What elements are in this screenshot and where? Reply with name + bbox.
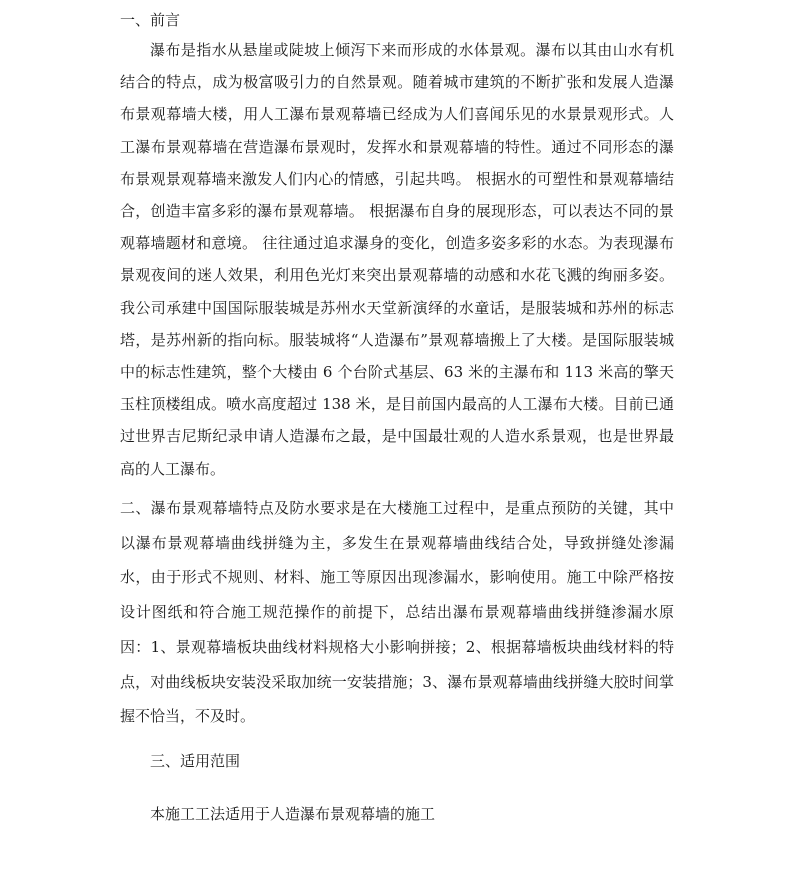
section-1-heading: 一、前言 [120,11,181,29]
section-3-heading: 三、适用范围 [150,752,241,770]
section-2-body: 二、瀑布景观幕墙特点及防水要求是在大楼施工过程中，是重点预防的关键，其中以瀑布景观幕墙曲线拼缝为主，多发生在景观幕墙曲线结合处，导致拼缝处渗漏水，由于形式不规则、材料、施工等原因出现渗漏水，影响使用。施工中除严格按设计图纸和符合施工规范操作的前提下，总结出瀑布景观幕墙曲线拼缝渗漏水原因：1、景观幕墙板块曲线材料规格大小影响拼接；2、根据幕墙板块曲线材料的特点，对曲线板块安装没采取加统一安装措施；3、瀑布景观幕墙曲线拼缝大胶时间掌握不恰当，不及时。 [120,499,674,726]
section-3-body: 本施工工法适用于人造瀑布景观幕墙的施工 [150,805,436,823]
section-1-body: 瀑布是指水从悬崖或陡坡上倾泻下来而形成的水体景观。瀑布以其由山水有机结合的特点，成为极富吸引力的自然景观。随着城市建筑的不断扩张和发展人造瀑布景观幕墙大楼，用人工瀑布景观幕墙已经成为人们喜闻乐见的水景景观形式。人工瀑布景观幕墙在营造瀑布景观时，发挥水和景观幕墙的特性。通过不同形态的瀑布景观景观幕墙来激发人们内心的情感，引起共鸣。 根据水的可塑性和景观幕墙结合，创造丰富多彩的瀑布景观幕墙。 根据瀑布自身的展现形态，可以表达不同的景观幕墙题材和意境。 往往通过追求瀑身的变化，创造多姿多彩的水态。为表现瀑布景观夜间的迷人效果，利用色光灯来突出景观幕墙的动感和水花飞溅的绚丽多姿。我公司承建中国国际服装城是苏州水天堂新演绎的水童话，是服装城和苏州的标志塔，是苏州新的指向标。服装城将“人造瀑布”景观幕墙搬上了大楼。是国际服装城中的标志性建筑，整个大楼由 6 个台阶式基层、63 米的主瀑布和 113 米高的擎天玉柱顶楼组成。喷水高度超过 138 米，是目前国内最高的人工瀑布大楼。目前已通过世界吉尼斯纪录申请人造瀑布之最，是中国最壮观的人造水系景观，也是世界最高的人工瀑布。 [120,41,674,478]
